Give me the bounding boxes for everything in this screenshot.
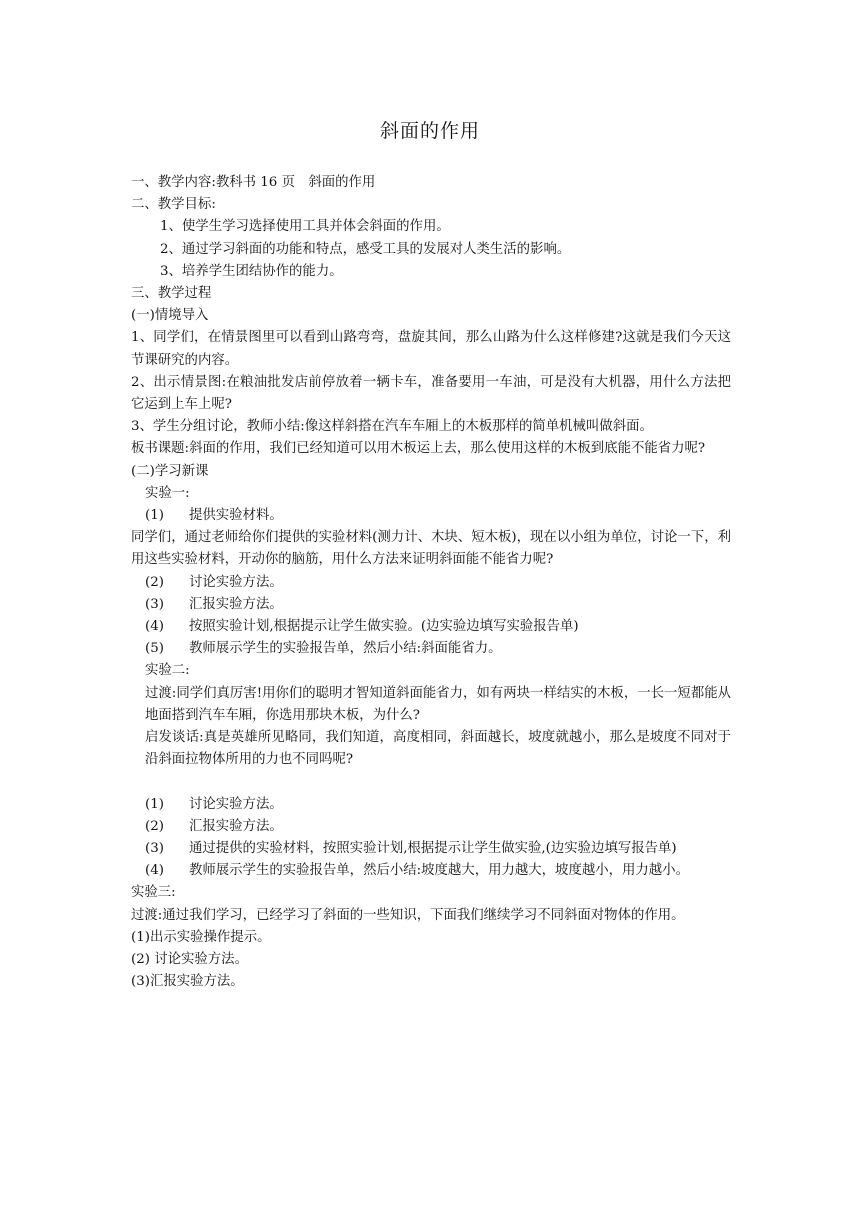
step-item <box>131 816 731 838</box>
section-heading: 一、教学内容:教科书 16 页 斜面的作用 <box>131 175 376 190</box>
step-item <box>131 794 731 816</box>
step-text: 讨论实验方法。 <box>189 796 283 812</box>
step-line: (2) 讨论实验方法。 <box>131 952 248 968</box>
paragraph: 2、出示情景图:在粮油批发店前停放着一辆卡车，准备要用一车油，可是没有大机器，用什么方法把它运到上车上呢? <box>131 374 731 413</box>
subsection-heading: (一)情境导入 <box>131 308 209 324</box>
step-item <box>131 838 731 860</box>
step-item <box>131 860 731 882</box>
paragraph: 同学们，通过老师给你们提供的实验材料(测力计、木块、短木板)，现在以小组为单位，讨论一下，利用这些实验材料，开动你的脑筋，用什么方法来证明斜面能不能省力呢? <box>131 530 731 568</box>
blank-line <box>131 771 731 793</box>
experiment-heading: 实验三: <box>131 885 176 901</box>
step-text: 教师展示学生的实验报告单，然后小结:斜面能省力。 <box>189 641 502 657</box>
step-text: 提供实验材料。 <box>189 508 283 524</box>
step-item <box>131 572 731 594</box>
experiment-heading: 实验二: <box>145 663 190 679</box>
step-number: (2) <box>145 574 164 590</box>
step-number: (1) <box>145 508 164 524</box>
goal-item: 3、培养学生团结协作的能力。 <box>160 263 343 279</box>
step-number: (4) <box>145 863 164 879</box>
step-text: 讨论实验方法。 <box>189 574 283 590</box>
step-item <box>131 638 731 660</box>
step-number: (1) <box>145 796 164 812</box>
step-text: 汇报实验方法。 <box>189 818 283 834</box>
experiment-heading: 实验一: <box>145 485 190 501</box>
paragraph: 3、学生分组讨论，教师小结:像这样斜搭在汽车车厢上的木板那样的简单机械叫做斜面。 <box>131 419 653 435</box>
paragraph: 启发谈话:真是英雄所见略同，我们知道，高度相同，斜面越长，坡度就越小，那么是坡度不同对于沿斜面拉物体所用的力也不同吗呢? <box>145 730 731 768</box>
step-item <box>131 594 731 616</box>
step-number: (4) <box>145 619 164 635</box>
step-text: 汇报实验方法。 <box>189 596 283 612</box>
step-number: (3) <box>145 596 164 612</box>
paragraph: 1、同学们，在情景图里可以看到山路弯弯，盘旋其间，那么山路为什么这样修建?这就是我们今天这节课研究的内容。 <box>131 330 731 368</box>
paragraph: 过渡:通过我们学习，已经学习了斜面的一些知识，下面我们继续学习不同斜面对物体的作用。 <box>131 907 685 923</box>
goal-item: 1、使学生学习选择使用工具并体会斜面的作用。 <box>160 219 450 235</box>
paragraph: 板书课题:斜面的作用，我们已经知道可以用木板运上去，那么使用这样的木板到底能不能省力呢? <box>131 441 706 457</box>
step-text: 通过提供的实验材料，按照实验计划,根据提示让学生做实验,(边实验边填写报告单) <box>189 841 677 857</box>
step-number: (3) <box>145 841 164 857</box>
subsection-heading: (二)学习新课 <box>131 463 209 479</box>
step-item <box>131 616 731 638</box>
document-body <box>131 172 731 994</box>
step-line: (3)汇报实验方法。 <box>131 974 244 990</box>
paragraph: 过渡:同学们真厉害!用你们的聪明才智知道斜面能省力，如有两块一样结实的木板，一长一短都能从地面搭到汽车车厢，你选用那块木板，为什么? <box>145 685 731 723</box>
section-heading: 三、教学过程 <box>131 286 212 302</box>
section-heading: 二、教学目标: <box>131 197 216 213</box>
step-text: 教师展示学生的实验报告单，然后小结:坡度越大，用力越大，坡度越小，用力越小。 <box>189 863 689 879</box>
goal-item: 2、通过学习斜面的功能和特点，感受工具的发展对人类生活的影响。 <box>160 241 571 257</box>
step-number: (2) <box>145 818 164 834</box>
step-number: (5) <box>145 641 164 657</box>
step-line: (1)出示实验操作提示。 <box>131 929 271 945</box>
page-title: 斜面的作用 <box>379 120 480 142</box>
step-text: 按照实验计划,根据提示让学生做实验。(边实验边填写实验报告单) <box>189 619 579 635</box>
step-item <box>131 505 731 527</box>
